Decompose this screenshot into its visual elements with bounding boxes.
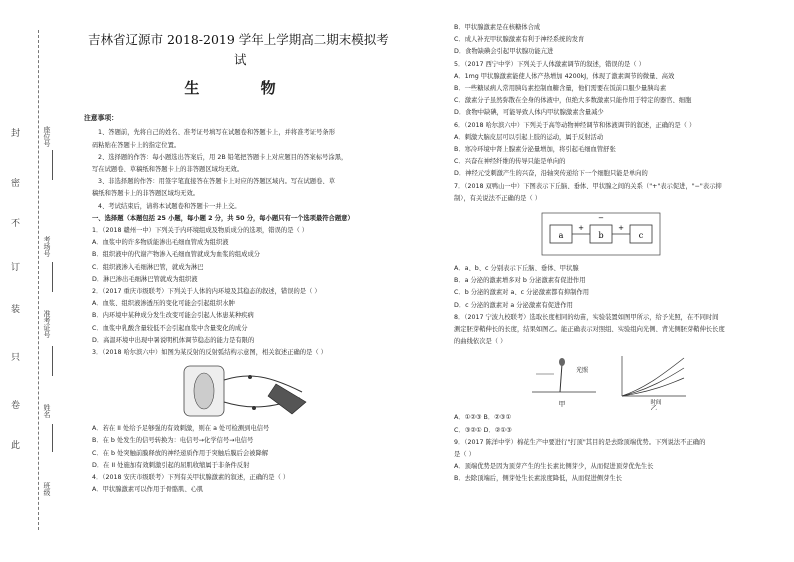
seal-char: 订	[9, 262, 19, 273]
note-line: 写在试题卷、草稿纸和答题卡上的非答题区域均无效。	[92, 166, 244, 174]
option-line: A．若在 II 处给予足够强的有效刺激，则在 a 处可检测到电信号	[92, 425, 270, 433]
phototropism-drawing	[526, 352, 696, 410]
ticket-number-label: 准考证号	[43, 310, 51, 338]
fig-panel-label-jia: 甲	[558, 400, 566, 409]
option-line: A．血浆、组织液渗透压的变化可能会引起组织水肿	[92, 300, 235, 308]
fig-panel-label-yi: 乙	[650, 404, 658, 411]
title-line: 试	[234, 52, 247, 67]
option-line: D．神经元受刺激产生的兴奋，沿轴突传递给下一个细胞只能是单向的	[454, 170, 648, 178]
hormone-feedback-drawing	[536, 209, 666, 259]
binding-strip	[0, 0, 62, 562]
ticket-number-blank	[52, 346, 53, 376]
section-heading: 一、选择题（本题包括 25 小题，每小题 2 分，共 50 分，每小题只有一个选项最符合题意）	[92, 214, 354, 222]
note-line: 3、非选择题的作答：用签字笔直接答在答题卡上对应的答题区域内。写在试题卷、草	[98, 178, 335, 186]
question-line: 6．（2018 哈尔滨六中）下列关于高等动物神经调节和体液调节的叙述，正确的是（ ）	[454, 121, 696, 129]
title-line: 吉林省辽源市 2018-2019 学年上学期高二期末模拟考	[88, 32, 389, 47]
node-a-label: a	[558, 231, 564, 241]
option-line: B．一些糖尿病人常用胰岛素控制血糖含量，他们需要在饭前口服少量胰岛素	[454, 85, 667, 93]
notes-heading: 注意事项：	[84, 114, 118, 123]
seat-number-blank	[52, 150, 53, 180]
option-line: C．组织液渗入毛细淋巴管，就成为淋巴	[92, 263, 204, 271]
right-column	[446, 0, 776, 562]
fig-time-axis: 时间	[650, 400, 662, 407]
option-line: D．高温环境中出现中暑说明机体调节稳态的能力是有限的	[92, 336, 255, 344]
option-line: C．激素分子虽然弥散在全身的体液中，但绝大多数激素只能作用于特定的器官、细胞	[454, 97, 692, 105]
note-line: 码粘贴在答题卡上的指定位置。	[92, 141, 181, 149]
option-line: A．甲状腺激素可以作用于骨骼肌、心肌	[92, 486, 204, 494]
left-column	[84, 0, 404, 562]
question-line: 是（ ）	[454, 451, 475, 459]
node-c-label: c	[638, 231, 644, 241]
exam-room-blank	[52, 262, 53, 292]
seal-char: 卷	[9, 400, 19, 411]
option-line: C．在 b 处突触前膜释放的神经递质作用于突触后膜后会被降解	[92, 449, 269, 457]
option-line: D．食物中缺碘，可能导致人体内甲状腺激素含量减少	[454, 109, 604, 117]
promote-sign: +	[618, 224, 624, 233]
option-line: A．顶端优势是因为顶芽产生的生长素比侧芽少，从而促进顶芽优先生长	[454, 463, 654, 471]
option-line: A．血浆中的许多物质能渗出毛细血管成为组织液	[92, 239, 229, 247]
option-line: C．b 分泌的激素对 a、c 分泌激素都有抑制作用	[454, 289, 590, 297]
seal-char: 密	[9, 178, 19, 189]
option-line: B．在 b 处发生的信号转换为：电信号→化学信号→电信号	[92, 437, 254, 445]
option-line: C．血浆中乳酸含量较低不会引起血浆中含量变化的成分	[92, 324, 248, 332]
note-line: 4、考试结束后，请将本试题卷和答题卡一并上交。	[98, 202, 241, 210]
seal-line	[38, 30, 39, 530]
class-label: 班级	[43, 482, 51, 496]
note-line: 1、答题前，先将自己的姓名、准考证号填写在试题卷和答题卡上，并将准考证号条形	[98, 129, 335, 137]
question-line: 9．（2017 陈洋中学）棉花生产中要进行"打顶"其目的是去除顶端优势。下列说法不正确的	[454, 438, 706, 446]
option-line: C．成人补充甲状腺激素有利于神经系统的发育	[454, 36, 585, 44]
note-line: 2、选择题的作答：每小题选出答案后，用 2B 铅笔把答题卡上对应题目的答案标号涂黑，	[98, 153, 348, 161]
option-line: C．③②① D．②①③	[454, 426, 512, 434]
option-line: A．1mg 甲状腺激素能使人体产热增加 4200kJ，体现了激素调节的微量、高效	[454, 72, 675, 80]
question-line: 2．（2017 重庆市级联考）下列关于人体的内环境及其稳态的叙述，错误的是（ ）	[92, 288, 321, 296]
subject-title: 生 物	[184, 79, 304, 97]
seal-char: 不	[9, 218, 19, 229]
option-line: B．寒冷环境中肾上腺素分泌量增加，将引起毛细血管舒张	[454, 146, 616, 154]
question-line: 1．（2018 赣州一中）下列关于内环境组成及物质成分的选项，错误的是（ ）	[92, 227, 309, 235]
name-label: 姓名	[43, 404, 51, 418]
promote-sign: +	[578, 224, 584, 233]
option-line: B．组织液中的代谢产物渗入毛细血管就成为血浆的组成成分	[92, 251, 261, 259]
seal-char: 此	[9, 440, 19, 451]
question-line: 5．（2017 西宁中学）下列关于人体激素调节的叙述，错误的是（ ）	[454, 60, 645, 68]
option-line: A．a、b、c 分别表示下丘脑、垂体、甲状腺	[454, 265, 579, 273]
option-line: B．a 分泌的激素增多对 b 分泌激素有促进作用	[454, 277, 586, 285]
option-line: D．c 分泌的激素对 a 分泌激素有促进作用	[454, 301, 573, 309]
seat-number-label: 座位号	[43, 126, 51, 147]
exam-room-label: 考场号	[43, 236, 51, 257]
seal-char: 装	[9, 304, 19, 315]
page-title	[88, 30, 404, 70]
option-line: B．内环境中某种成分发生改变可能会引起人体患某种疾病	[92, 312, 254, 320]
option-line: A．①②③ B．②③①	[454, 414, 512, 422]
option-line: D．淋巴渗出毛细淋巴管就成为组织液	[92, 275, 198, 283]
inhibit-sign: −	[598, 214, 604, 223]
question-line: 7．（2018 双鸭山一中）下图表示下丘脑、垂体、甲状腺之间的关系（"+"表示促进，"−"表示抑	[454, 182, 722, 190]
question-line: 3．（2018 哈尔滨六中）如图为某反射的反射弧结构示意图，相关叙述正确的是（ ）	[92, 349, 327, 357]
note-line: 稿纸和答题卡上的非答题区域均无效。	[92, 190, 200, 198]
reflex-arc-figure	[180, 362, 310, 420]
question-line: 4．（2018 安庆市级联考）下列有关甲状腺激素的叙述，正确的是（ ）	[92, 474, 290, 482]
question-line: 测定胚芽鞘伸长的长度，结果如图乙。能正确表示对照组、实验组向光侧、背光侧胚芽鞘伸长长度	[454, 326, 725, 334]
option-line: A．刺激大脑皮层可以引起上肢的运动，属于反射活动	[454, 133, 604, 141]
question-line: 8．（2017 宁波九校联考）选取长度相同的幼苗，实验装置如图甲所示，给予光照，在不同时间	[454, 313, 719, 321]
reflex-arc-drawing	[180, 362, 310, 420]
seal-char: 封	[9, 128, 19, 139]
phototropism-figure	[526, 352, 696, 410]
name-blank	[52, 424, 53, 452]
fig-light-label: 光照	[576, 367, 589, 375]
hormone-feedback-figure	[536, 209, 666, 259]
question-line: 制），有关说法不正确的是（ ）	[454, 194, 542, 202]
question-line: 的曲线依次是（ ）	[454, 338, 507, 346]
option-line: B．去除顶端后，侧芽处生长素浓度降低，从而促进侧芽生长	[454, 475, 623, 483]
option-line: D．食物缺碘会引起甲状腺功能亢进	[454, 48, 554, 56]
option-line: B．甲状腺激素是在核糖体合成	[454, 24, 541, 31]
seal-char: 只	[9, 352, 19, 363]
node-b-label: b	[598, 231, 604, 241]
option-line: C．兴奋在神经纤维的传导只能是单向的	[454, 158, 566, 166]
option-line: D．在 II 处施加有效刺激引起的屈肌收缩属于非条件反射	[92, 461, 250, 469]
